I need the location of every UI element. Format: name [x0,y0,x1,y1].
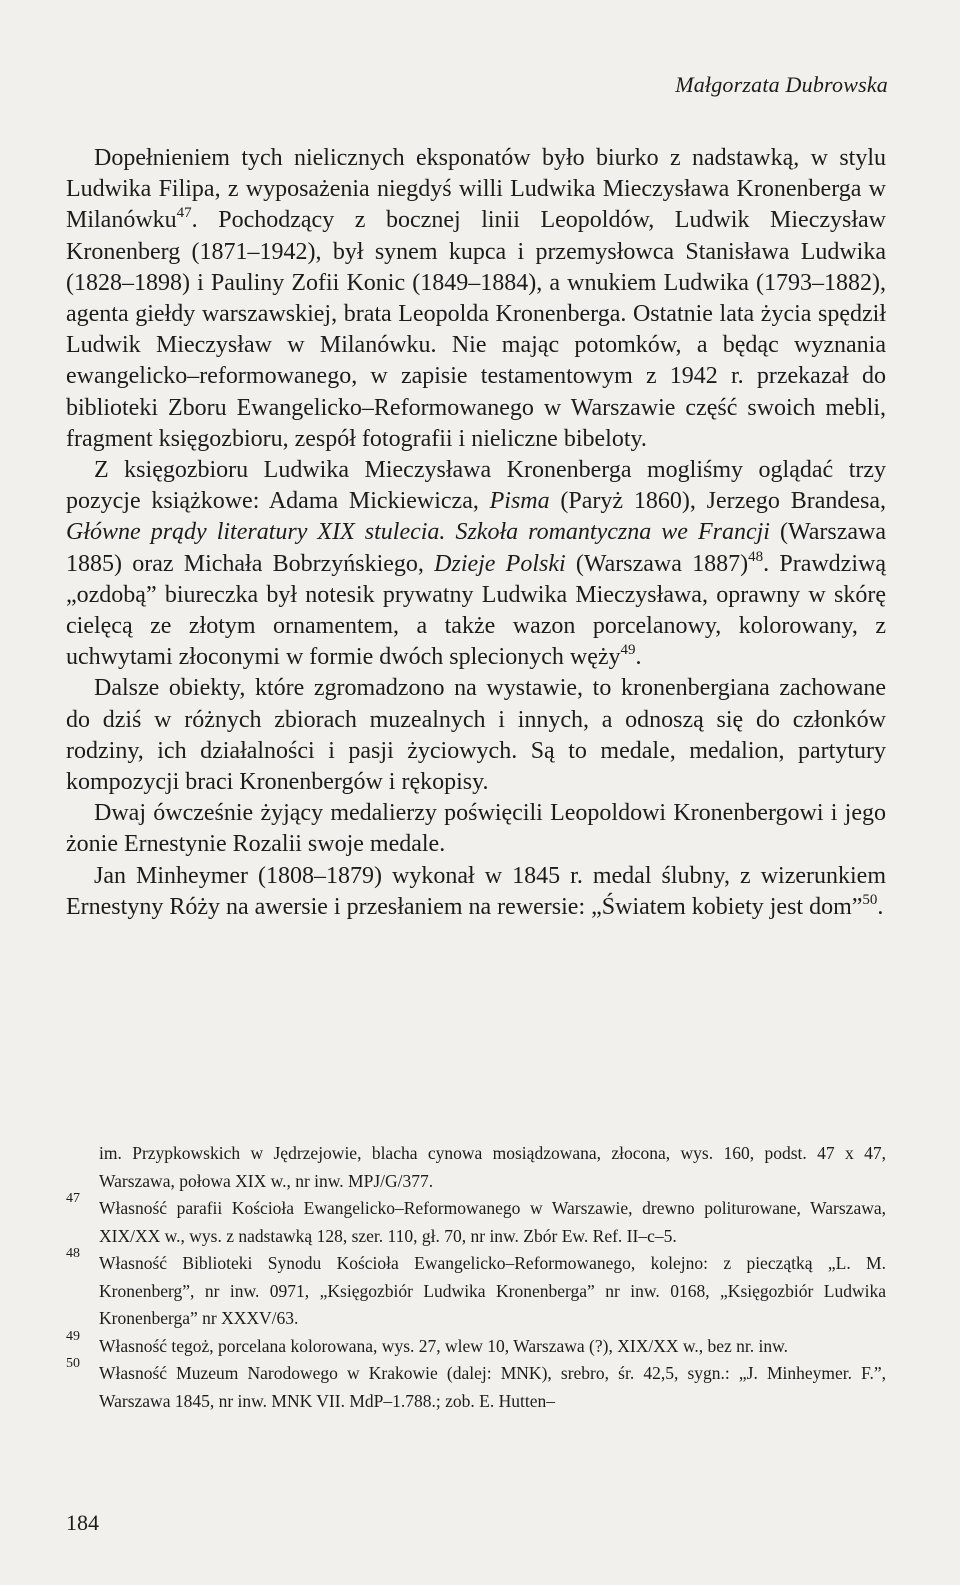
paragraph-1-text-a: Dopełnieniem tych nielicznych eksponatów było biurko z nadstawką, w stylu Ludwika Filipa, z wyposażenia niegdyś willi Ludwika Mieczysława Kronenberga w Milanówku [66,145,886,234]
footnote-text: Własność Biblioteki Synodu Kościoła Ewangelicko–Reformowanego, kolejno: z pieczątką „L. M. Kronenberg”, nr inw. 0971, „Księgozbiór Ludwika Kronenberga” nr inw. 0168, „Księgozbiór Ludwika Kronenberga” nr XXXV/63. [99,1253,886,1328]
book-title-glowne-prady: Główne prądy literatury XIX stulecia. Szkoła romantyczna we Francji [66,519,770,546]
main-text [66,143,886,923]
paragraph-3: Dalsze obiekty, które zgromadzono na wystawie, to kronenbergiana zachowane do dziś w różnych zbiorach muzealnych i innych, a odnoszą się do członków rodziny, ich działalności i pasji życiowych. Są to medale, medalion, partytury kompozycji braci Kronenbergów i rękopisy. [66,675,886,796]
paragraph-1-text-b: . Pochodzący z bocznej linii Leopoldów, Ludwik Mieczysław Kronenberg (1871–1942), był synem kupca i przemysłowca Stanisława Ludwika (1828–1898) i Pauliny Zofii Konic (1849–1884), a wnukiem Ludwika (1793–1882), agenta giełdy warszawskiej, brata Leopolda Kronenberga. Ostatnie lata życia spędził Ludwik Mieczysław w Milanówku. Nie mając potomków, a będąc wyznania ewangelicko–reformowanego, w zapisie testamentowym z 1942 r. przekazał do biblioteki Zboru Ewangelicko–Reformowanego w Warszawie część swoich mebli, fragment księgozbioru, zespół fotografii i nieliczne bibeloty. [66,207,886,452]
footnote-number: 50 [66,1356,80,1371]
book-title-dzieje-polski: Dzieje Polski [434,550,566,577]
footnote-number: 48 [66,1246,80,1261]
paragraph-4: Dwaj ówcześnie żyjący medalierzy poświęcili Leopoldowi Kronenbergowi i jego żonie Ernestynie Rozalii swoje medale. [66,800,886,858]
paragraph-1 [66,143,886,455]
paragraph-2-text-e: . Prawdziwą „ozdobą” biureczka był notesik prywatny Ludwika Mieczysława, oprawny w skórę cielęcą ze złotym ornamentem, a także wazon porcelanowy, kolorowany, z uchwytami złoconymi w formie dwóch splecionych węży [66,550,886,671]
paragraph-2-text-c: (Warszawa 1885) oraz Michała Bobrzyńskiego, [66,519,887,577]
footnote-text: Własność tegoż, porcelana kolorowana, wys. 27, wlew 10, Warszawa (?), XIX/XX w., bez nr. inw. [99,1335,788,1356]
footnote-ref-50: 50 [862,891,878,908]
footnote-50 [66,1356,886,1415]
paragraph-2-text-f: . [635,644,642,671]
paragraph-5 [66,861,886,923]
paragraph-2 [66,455,886,673]
book-title-pisma: Pisma [489,488,550,515]
footnote-ref-49: 49 [620,642,636,659]
footnote-continuation-text: im. Przypkowskich w Jędrzejowie, blacha cynowa mosiądzowana, złocona, wys. 160, podst. 47 x 47, Warszawa, połowa XIX w., nr inw. MPJ/G/377. [99,1143,886,1191]
paragraph-2-text-a: Z księgozbioru Ludwika Mieczysława Kronenberga mogliśmy oglądać trzy pozycje książkowe: Adama Mickiewicza, [66,457,886,515]
footnote-ref-48: 48 [748,548,764,565]
footnote-47 [66,1191,886,1250]
footnote-48 [66,1246,886,1333]
footnote-number: 47 [66,1191,80,1206]
paragraph-2-text-d: (Warszawa 1887) [565,550,749,577]
page-number: 184 [66,1510,99,1535]
footnote-text: Własność parafii Kościoła Ewangelicko–Reformowanego w Warszawie, drewno politurowane, Warszawa, XIX/XX w., wys. z nadstawką 128, szer. 110, gł. 70, nr inw. Zbór Ew. Ref. II–c–5. [99,1198,886,1246]
footnote-ref-47: 47 [176,205,192,222]
paragraph-2-text-b: (Paryż 1860), Jerzego Brandesa, [549,488,886,515]
paragraph-5-text-b: . [877,893,884,920]
footnote-number: 49 [66,1328,80,1344]
paragraph-5-text-a: Jan Minheymer (1808–1879) wykonał w 1845 r. medal ślubny, z wizerunkiem Ernestyny Róży na awersie i przesłaniem na rewersie: „Światem kobiety jest dom” [66,862,886,920]
running-header-author: Małgorzata Dubrowska [675,72,888,97]
footnotes [66,1140,886,1415]
footnote-continuation [66,1140,886,1195]
footnote-text: Własność Muzeum Narodowego w Krakowie (dalej: MNK), srebro, śr. 42,5, sygn.: „J. Minheymer. F.”, Warszawa 1845, nr inw. MNK VII. MdP–1.788.; zob. E. Hutten– [99,1363,886,1411]
footnote-49 [66,1328,886,1361]
